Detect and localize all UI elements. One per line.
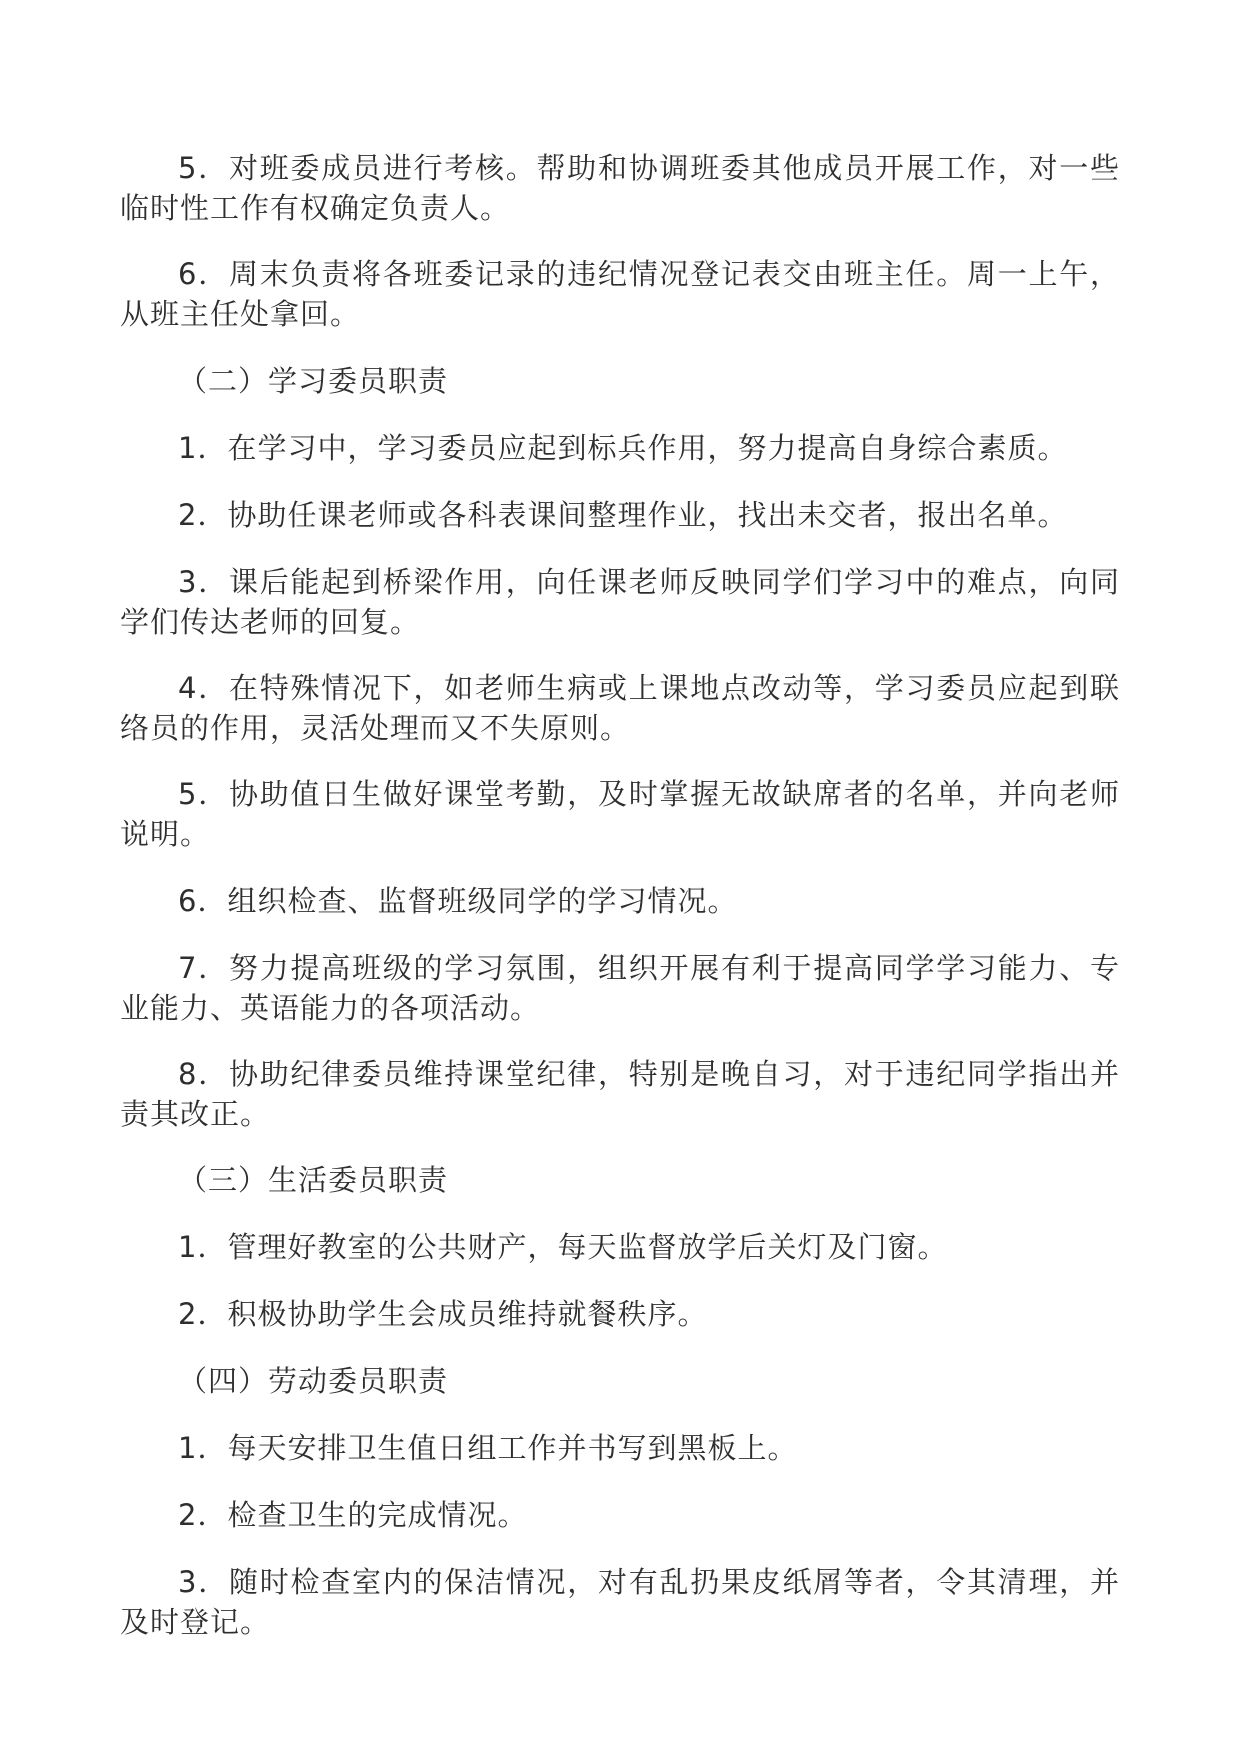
section-heading-labor-committee: （四）劳动委员职责 [178, 1364, 449, 1398]
paragraph-study-duty-8: 8．协助纪律委员维持课堂纪律，特别是晚自习，对于违纪同学指出并责其改正。 [120, 1057, 1120, 1131]
paragraph-labor-duty-2: 2．检查卫生的完成情况。 [178, 1498, 528, 1532]
paragraph-study-duty-2: 2．协助任课老师或各科表课间整理作业，找出未交者，报出名单。 [178, 498, 1068, 532]
paragraph-study-duty-3: 3．课后能起到桥梁作用，向任课老师反映同学们学习中的难点，向同学们传达老师的回复。 [120, 565, 1120, 639]
paragraph-life-duty-1: 1．管理好教室的公共财产，每天监督放学后关灯及门窗。 [178, 1230, 948, 1264]
section-heading-life-committee: （三）生活委员职责 [178, 1163, 449, 1197]
paragraph-class-monitor-duty-6: 6．周末负责将各班委记录的违纪情况登记表交由班主任。周一上午，从班主任处拿回。 [120, 257, 1120, 331]
paragraph-labor-duty-1: 1．每天安排卫生值日组工作并书写到黑板上。 [178, 1431, 798, 1465]
paragraph-class-monitor-duty-5: 5．对班委成员进行考核。帮助和协调班委其他成员开展工作，对一些临时性工作有权确定负责人。 [120, 151, 1120, 225]
paragraph-study-duty-6: 6．组织检查、监督班级同学的学习情况。 [178, 884, 738, 918]
section-heading-study-committee: （二）学习委员职责 [178, 364, 449, 398]
paragraph-study-duty-5: 5．协助值日生做好课堂考勤，及时掌握无故缺席者的名单，并向老师说明。 [120, 777, 1120, 851]
paragraph-labor-duty-3: 3．随时检查室内的保洁情况，对有乱扔果皮纸屑等者，令其清理，并及时登记。 [120, 1565, 1120, 1639]
paragraph-study-duty-4: 4．在特殊情况下，如老师生病或上课地点改动等，学习委员应起到联络员的作用，灵活处理而又不失原则。 [120, 671, 1120, 745]
document-page [120, 148, 1120, 1642]
paragraph-life-duty-2: 2．积极协助学生会成员维持就餐秩序。 [178, 1297, 708, 1331]
paragraph-study-duty-1: 1．在学习中，学习委员应起到标兵作用，努力提高自身综合素质。 [178, 431, 1068, 465]
paragraph-study-duty-7: 7．努力提高班级的学习氛围，组织开展有利于提高同学学习能力、专业能力、英语能力的各项活动。 [120, 951, 1120, 1025]
